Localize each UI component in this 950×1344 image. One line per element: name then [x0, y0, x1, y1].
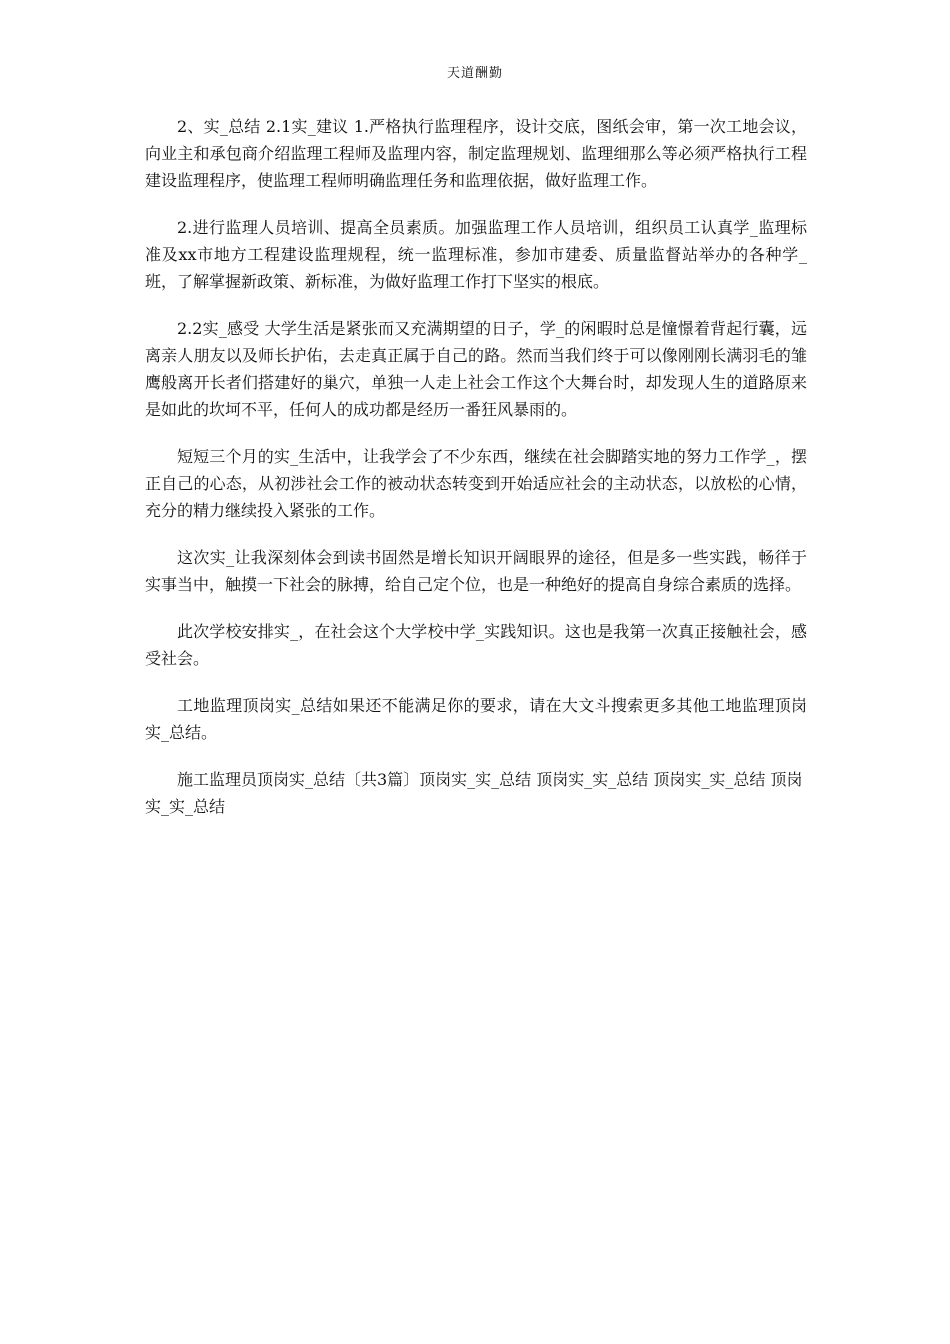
paragraph-summary-suggestion: 2、实_总结 2.1实_建议 1.严格执行监理程序，设计交底，图纸会审，第一次工地会议，向业主和承包商介绍监理工程师及监理内容，制定监理规划、监理细那么等必须严格执行工程建设监理程序，使监理工程师明确监理任务和监理依据，做好监理工作。 — [145, 117, 807, 190]
paragraph-staff-training: 2.进行监理人员培训、提高全员素质。加强监理工作人员培训，组织员工认真学_监理标准及xx市地方工程建设监理规程，统一监理标准，参加市建委、质量监督站举办的各种学_班，了解掌握新政策、新标准，为做好监理工作打下坚实的根底。 — [145, 218, 807, 291]
paragraph-search-more: 工地监理顶岗实_总结如果还不能满足你的要求，请在大文斗搜索更多其他工地监理顶岗实_总结。 — [145, 696, 807, 742]
page-header: 天道酬勤 — [446, 66, 503, 81]
paragraph-three-months: 短短三个月的实_生活中，让我学会了不少东西，继续在社会脚踏实地的努力工作学_，摆正自己的心态，从初涉社会工作的被动状态转变到开始适应社会的主动状态，以放松的心情，充分的精力继续投入紧张的工作。 — [145, 447, 807, 520]
paragraph-internship-feelings: 2.2实_感受 大学生活是紧张而又充满期望的日子，学_的闲暇时总是憧憬着背起行囊，远离亲人朋友以及师长护佑，去走真正属于自己的路。然而当我们终于可以像刚刚长满羽毛的雏鹰般离开长者们搭建好的巢穴，单独一人走上社会工作这个大舞台时，却发现人生的道路原来是如此的坎坷不平，任何人的成功都是经历一番狂风暴雨的。 — [145, 319, 807, 419]
paragraph-school-arrangement: 此次学校安排实_，在社会这个大学校中学_实践知识。这也是我第一次真正接触社会，感受社会。 — [145, 622, 807, 668]
paragraph-related-titles: 施工监理员顶岗实_总结〔共3篇〕顶岗实_实_总结 顶岗实_实_总结 顶岗实_实_总结 顶岗实_实_总结 — [145, 770, 803, 816]
document-body — [145, 113, 807, 840]
paragraph-reading-practice: 这次实_让我深刻体会到读书固然是增长知识开阔眼界的途径，但是多一些实践，畅徉于实事当中，触摸一下社会的脉搏，给自己定个位，也是一种绝好的提高自身综合素质的选择。 — [145, 548, 807, 594]
